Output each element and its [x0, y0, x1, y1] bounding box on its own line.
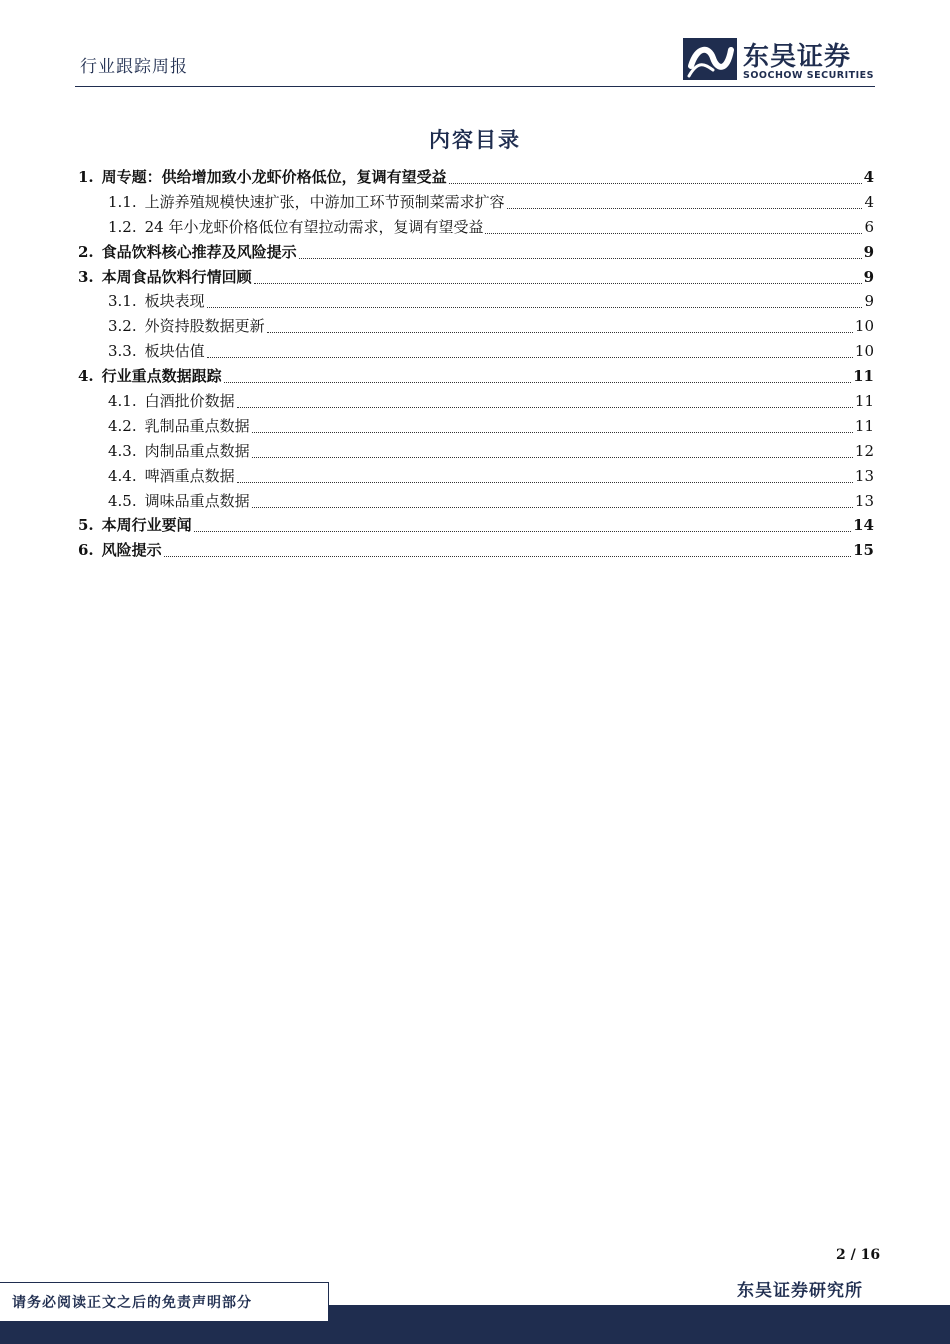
- toc-entry-title: 风险提示: [101, 541, 162, 560]
- toc-dot-leader: [164, 556, 851, 557]
- toc-entry[interactable]: [78, 315, 874, 340]
- toc-entry[interactable]: [78, 514, 874, 539]
- toc-entry[interactable]: [78, 539, 874, 564]
- toc-entry-number: 2.: [78, 242, 94, 261]
- toc-entry-page: 9: [863, 267, 874, 286]
- toc-dot-leader: [299, 258, 862, 259]
- logo-english-name: SOOCHOW SECURITIES: [743, 70, 874, 81]
- company-logo: [683, 36, 883, 82]
- footer-brand: 东吴证券研究所: [737, 1281, 863, 1301]
- toc-entry-page: 10: [854, 342, 874, 361]
- toc-entry-page: 15: [853, 541, 874, 560]
- toc-dot-leader: [224, 382, 851, 383]
- toc-entry-page: 4: [863, 168, 874, 186]
- toc-dot-leader: [194, 531, 851, 532]
- toc-entry-number: 5.: [78, 516, 94, 535]
- toc-entry-page: 6: [864, 217, 874, 236]
- toc-dot-leader: [252, 432, 853, 433]
- toc-entry-number: 4.: [78, 367, 94, 386]
- toc-entry[interactable]: [78, 390, 874, 415]
- toc-entry[interactable]: [78, 290, 874, 315]
- report-type-label: 行业跟踪周报: [80, 57, 188, 77]
- page-number: 2 / 16: [836, 1247, 881, 1263]
- toc-entry-number: 6.: [78, 541, 94, 560]
- toc-entry-title: 行业重点数据跟踪: [101, 367, 222, 386]
- toc-dot-leader: [207, 307, 863, 308]
- toc-entry-title: 食品饮料核心推荐及风险提示: [101, 242, 297, 261]
- toc-entry-page: 4: [864, 192, 874, 211]
- toc-dot-leader: [507, 208, 863, 209]
- toc-dot-leader: [449, 183, 862, 184]
- toc-entry-number: 4.2.: [108, 416, 137, 435]
- footer-disclaimer-text: 请务必阅读正文之后的免责声明部分: [12, 1295, 252, 1311]
- toc-title: 内容目录: [429, 127, 521, 152]
- toc-dot-leader: [207, 357, 853, 358]
- toc-entry[interactable]: [78, 490, 874, 515]
- toc-entry[interactable]: [78, 191, 874, 216]
- toc-entry[interactable]: [78, 440, 874, 465]
- logo-mark-icon: [683, 36, 737, 82]
- toc-entry[interactable]: [78, 365, 874, 390]
- toc-entry-title: 本周食品饮料行情回顾: [101, 267, 252, 286]
- toc-entry-number: 3.2.: [108, 317, 137, 336]
- toc-entry-title: 板块估值: [144, 342, 205, 361]
- toc-entry-title: 24 年小龙虾价格低位有望拉动需求，复调有望受益: [144, 217, 484, 236]
- toc-entry[interactable]: [78, 266, 874, 291]
- toc-entry-page: 14: [853, 516, 874, 535]
- toc-entry-title: 调味品重点数据: [144, 491, 250, 510]
- toc-dot-leader: [252, 507, 853, 508]
- toc-entry-title: 外资持股数据更新: [144, 317, 265, 336]
- toc-entry-page: 9: [863, 242, 874, 261]
- toc-entry-title: 周专题：供给增加致小龙虾价格低位，复调有望受益: [101, 168, 447, 186]
- toc-dot-leader: [485, 233, 862, 234]
- toc-entry-page: 9: [864, 292, 874, 311]
- toc-entry-number: 1.2.: [108, 217, 137, 236]
- toc-dot-leader: [237, 407, 853, 408]
- toc-entry-title: 白酒批价数据: [144, 392, 235, 411]
- toc-entry-number: 4.3.: [108, 441, 137, 460]
- toc-dot-leader: [252, 457, 853, 458]
- toc-entry-title: 本周行业要闻: [101, 516, 192, 535]
- toc-entry[interactable]: [78, 415, 874, 440]
- toc-entry-number: 3.3.: [108, 342, 137, 361]
- toc-entry-page: 11: [854, 392, 874, 411]
- toc-entry-page: 13: [854, 466, 874, 485]
- toc-entry-number: 4.5.: [108, 491, 137, 510]
- toc-entry-page: 13: [854, 491, 874, 510]
- toc-entry-title: 板块表现: [144, 292, 205, 311]
- footer-disclaimer-box: [0, 1282, 329, 1322]
- toc-entry-number: 1.: [78, 168, 94, 186]
- toc-entry-title: 乳制品重点数据: [144, 416, 250, 435]
- toc-entry[interactable]: [78, 465, 874, 490]
- toc-entry[interactable]: [78, 340, 874, 365]
- toc-entry-number: 1.1.: [108, 192, 137, 211]
- toc-entry-number: 4.1.: [108, 392, 137, 411]
- toc-dot-leader: [254, 283, 862, 284]
- toc-entry-page: 11: [854, 416, 874, 435]
- toc-entry[interactable]: [78, 241, 874, 266]
- header-divider: [75, 86, 875, 87]
- toc-entry-page: 12: [854, 441, 874, 460]
- toc-entry-number: 3.: [78, 267, 94, 286]
- toc-entry-number: 3.1.: [108, 292, 137, 311]
- toc-dot-leader: [267, 332, 853, 333]
- toc-dot-leader: [237, 482, 853, 483]
- toc-entry-page: 10: [854, 317, 874, 336]
- toc-entry-title: 上游养殖规模快速扩张，中游加工环节预制菜需求扩容: [144, 192, 505, 211]
- toc-entry[interactable]: [78, 216, 874, 241]
- logo-chinese-name: 东吴证券: [743, 42, 852, 72]
- toc-entry-number: 4.4.: [108, 466, 137, 485]
- table-of-contents: [78, 166, 874, 564]
- toc-entry-page: 11: [853, 367, 874, 386]
- toc-entry[interactable]: [78, 166, 874, 191]
- toc-entry-title: 啤酒重点数据: [144, 466, 235, 485]
- toc-entry-title: 肉制品重点数据: [144, 441, 250, 460]
